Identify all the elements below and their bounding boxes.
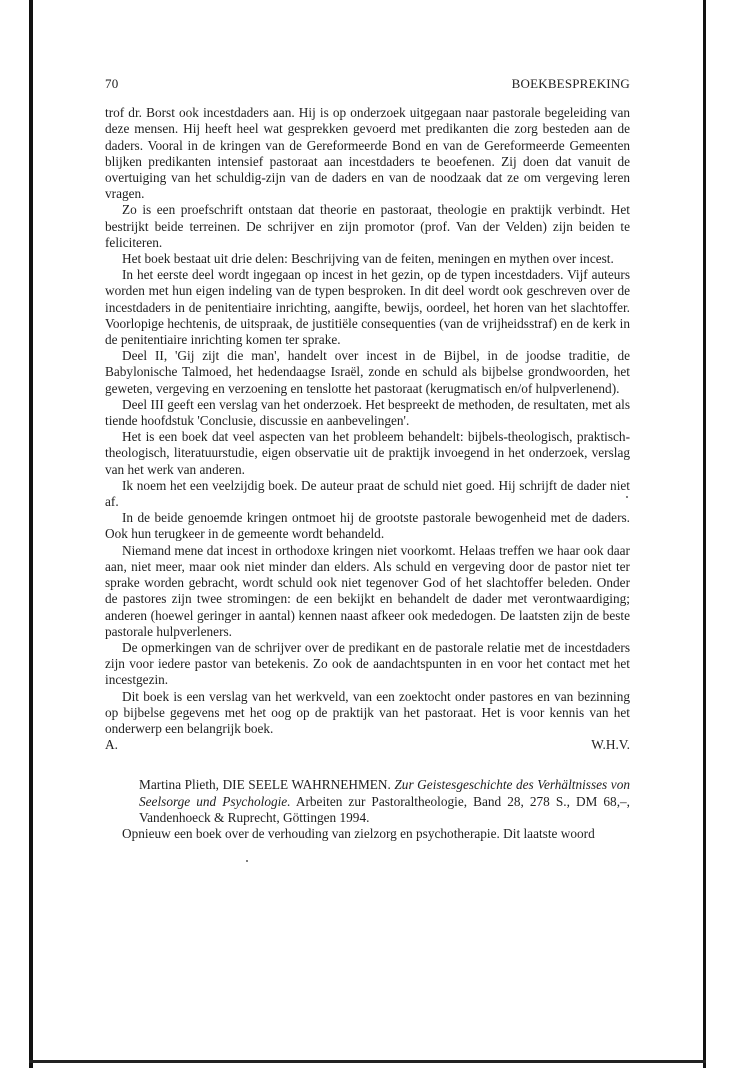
next-review (105, 777, 630, 842)
paragraph: Het is een boek dat veel aspecten van het probleem behandelt: bijbels-theologisch, praktisch-theologisch, literatuurstudie, eigen observatie uit de praktijk invoegend in het onderzoek, verslag van het werk van anderen. (105, 429, 630, 477)
signoff (105, 737, 630, 753)
paragraph: Deel III geeft een verslag van het onderzoek. Het bespreekt de methoden, de resultaten, met als tiende hoofdstuk 'Conclusie, discussie en aanbevelingen'. (105, 396, 630, 429)
paragraph: Zo is een proefschrift ontstaan dat theorie en pastoraat, theologie en praktijk verbindt. Het bestrijkt beide terreinen. De schrijver en zijn promotor (prof. Van der Velden) zijn beiden te feliciteren. (105, 202, 630, 250)
scan-speck (246, 860, 248, 862)
paragraph: Dit boek is een verslag van het werkveld, van een zoektocht onder pastores en van bezinning op bijbelse gegevens met het oog op de praktijk van het pastoraat. Het is voor kennis van het onderwerp een belangrijk boek. (105, 688, 630, 736)
signoff-left: A. (105, 737, 118, 753)
scan-border-bottom (29, 1060, 706, 1063)
paragraph: Niemand mene dat incest in orthodoxe kringen niet voorkomt. Helaas treffen we haar ook daar aan, niet meer, maar ook niet minder dan elders. Als schuld en vergeving door de pastor niet ter sprake worden gebracht, wordt schuld ook niet tegenover God of het slachtoffer beleden. Onder de pastores zijn twee stromingen: de een bekijkt en behandelt de dader met verontwaardiging; anderen (hoewel geringer in aantal) kennen naast afkeer ook mededogen. De laatsten zijn de beste pastorale hulpverleners. (105, 542, 630, 639)
paragraph: trof dr. Borst ook incestdaders aan. Hij is op onderzoek uitgegaan naar pastorale begeleiding van deze mensen. Hij heeft heel wat gesprekken gevoerd met predikanten die zorg besteden aan de daders. Vooral in de kringen van de Gereformeerde Bond en van de Gereformeerde Gemeenten blijken predikanten intensief pastoraat aan incestdaders te beoefenen. Zij doen dat vanuit de overtuiging van het schuldig-zijn van de daders en van de noodzaak dat ze om vergeving leren vragen. (105, 105, 630, 202)
paragraph: Ik noem het een veelzijdig boek. De auteur praat de schuld niet goed. Hij schrijft de dader niet af. (105, 477, 630, 510)
running-head (105, 76, 630, 92)
book-details: Arbeiten zur Pastoraltheologie, Band 28, 278 S., DM 68,–, Vandenhoeck & Ruprecht, Göttingen 1994. (139, 793, 631, 825)
scan-border-left (29, 0, 33, 1068)
review-first-line: Opnieuw een boek over de verhouding van zielzorg en psychotherapie. Dit laatste woord (122, 825, 595, 841)
book-author-title: Martina Plieth, DIE SEELE WAHRNEHMEN. (139, 777, 391, 793)
paragraph: De opmerkingen van de schrijver over de predikant en de pastorale relatie met de incestdaders zijn voor iedere pastor van betekenis. Zo ook de aandachtspunten in en voor het contact met het incestgezin. (105, 639, 630, 688)
paragraph: In het eerste deel wordt ingegaan op incest in het gezin, op de typen incestdaders. Vijf auteurs worden met hun eigen indeling van de typen besproken. In dit deel wordt ook geschreven over de incestdaders in de penitentiaire inrichting, aangifte, bewijs, oordeel, het horen van het slachtoffer. Voorlopige hechtenis, de uitspraak, de justitiële consequenties (van de vrijheidsstraf) en de kerk in de penitentiaire inrichting komen ter sprake. (105, 267, 630, 348)
scan-border-right (703, 0, 706, 1068)
paragraph: Deel II, 'Gij zijt die man', handelt over incest in de Bijbel, in de joodse traditie, de Babylonische Talmoed, het hedendaagse Israël, zonde en schuld als bijbelse grondwoorden, het geweten, vergeving en verzoening en tenslotte het pastoraat (kerugmatisch en/of hulpverlenend). (105, 348, 630, 396)
book-subtitle: Zur Geistesgeschichte des Verhältnisses von Seelsorge und Psychologie. (139, 777, 630, 809)
reviewer-initials: W.H.V. (591, 737, 630, 753)
bibliographic-entry (139, 777, 630, 826)
paragraph: Het boek bestaat uit drie delen: Beschrijving van de feiten, meningen en mythen over incest. (122, 251, 614, 267)
paragraph: In de beide genoemde kringen ontmoet hij de grootste pastorale bewogenheid met de daders. Ook hun terugkeer in de gemeente wordt behandeld. (105, 510, 630, 542)
section-title: BOEKBESPREKING (511, 76, 630, 91)
book-page (105, 76, 630, 842)
page-number: 70 (105, 76, 119, 91)
review-body (105, 105, 630, 753)
